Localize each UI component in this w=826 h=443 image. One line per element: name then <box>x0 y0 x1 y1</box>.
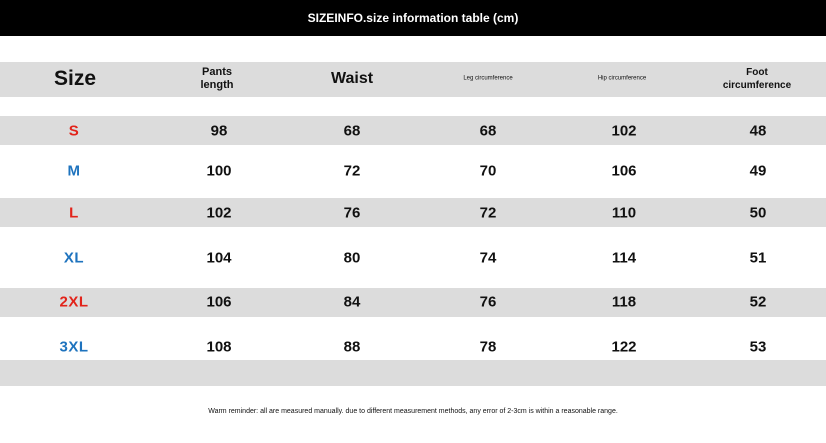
header-band <box>0 62 826 97</box>
foot-circumference-value: 49 <box>749 162 767 180</box>
row-band-l <box>0 198 826 227</box>
leg-circumference-value: 68 <box>479 122 497 140</box>
header-size: Size <box>53 67 97 90</box>
hip-circumference-value: 122 <box>611 338 637 356</box>
leg-circumference-value: 76 <box>479 293 497 311</box>
pants-length-value: 108 <box>206 338 232 356</box>
warm-reminder-note: Warm reminder: all are measured manually. due to different measurement methods, any error of 2-3cm is within a reasonable range. <box>208 408 618 415</box>
header-pants-length: Pants length <box>200 66 234 91</box>
waist-value: 76 <box>343 204 361 222</box>
foot-circumference-value: 52 <box>749 293 767 311</box>
foot-circumference-value: 51 <box>749 249 767 267</box>
foot-circumference-value: 50 <box>749 204 767 222</box>
table-title-bar <box>0 0 826 36</box>
leg-circumference-value: 74 <box>479 249 497 267</box>
header-hip-circumference: Hip circumference <box>597 75 647 82</box>
size-label: 3XL <box>59 338 89 356</box>
size-label: M <box>67 162 81 180</box>
leg-circumference-value: 72 <box>479 204 497 222</box>
waist-value: 68 <box>343 122 361 140</box>
bottom-band <box>0 360 826 386</box>
waist-value: 72 <box>343 162 361 180</box>
hip-circumference-value: 106 <box>611 162 637 180</box>
waist-value: 88 <box>343 338 361 356</box>
foot-circumference-value: 48 <box>749 122 767 140</box>
pants-length-value: 106 <box>206 293 232 311</box>
size-label: XL <box>63 249 85 267</box>
header-leg-circumference: Leg circumference <box>463 75 513 82</box>
size-label: L <box>69 204 79 222</box>
leg-circumference-value: 70 <box>479 162 497 180</box>
table-title: SIZEINFO.size information table (cm) <box>307 11 519 25</box>
waist-value: 84 <box>343 293 361 311</box>
header-foot-circumference: Foot circumference <box>722 67 792 91</box>
size-label: S <box>68 122 80 140</box>
hip-circumference-value: 110 <box>611 204 637 222</box>
hip-circumference-value: 102 <box>611 122 637 140</box>
pants-length-value: 98 <box>210 122 228 140</box>
pants-length-value: 102 <box>206 204 232 222</box>
size-label: 2XL <box>59 293 89 311</box>
waist-value: 80 <box>343 249 361 267</box>
row-band-s <box>0 116 826 145</box>
pants-length-value: 104 <box>206 249 232 267</box>
hip-circumference-value: 114 <box>611 249 637 267</box>
foot-circumference-value: 53 <box>749 338 767 356</box>
pants-length-value: 100 <box>206 162 232 180</box>
header-waist: Waist <box>330 70 374 87</box>
leg-circumference-value: 78 <box>479 338 497 356</box>
hip-circumference-value: 118 <box>611 293 637 311</box>
row-band-2xl <box>0 288 826 317</box>
